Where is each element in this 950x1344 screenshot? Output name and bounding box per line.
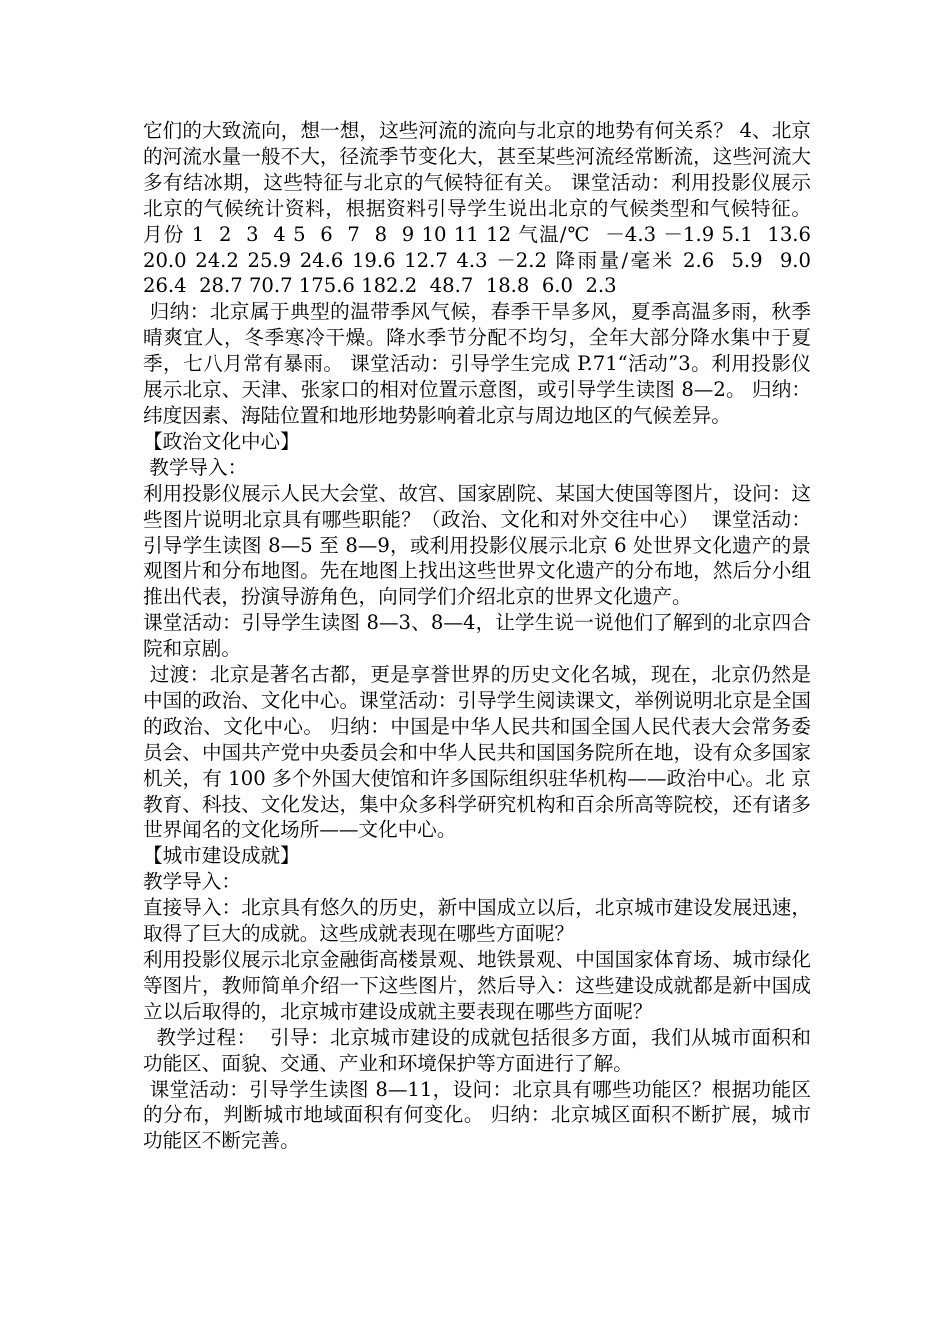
paragraph-teaching-process: 教学过程： 引导：北京城市建设的成就包括很多方面，我们从城市面积和功能区、面貌、交通、产业和环境保护等方面进行了解。 xyxy=(143,1025,811,1075)
paragraph-projector-intro: 利用投影仪展示北京金融街高楼景观、地铁景观、中国国家体育场、城市绿化等图片，教师简单介绍一下这些图片，然后导入：这些建设成就都是新中国成立以后取得的，北京城市建设成就主要表现在哪些方面呢？ xyxy=(143,948,811,1023)
paragraph-direct-intro: 直接导入：北京具有悠久的历史，新中国成立以后，北京城市建设发展迅速，取得了巨大的成就。这些成就表现在哪些方面呢？ xyxy=(143,896,811,946)
paragraph-lesson-intro-label-2: 教学导入： xyxy=(143,870,241,894)
paragraph-climate-summary: 归纳：北京属于典型的温带季风气候，春季干旱多风，夏季高温多雨，秋季晴爽宜人，冬季寒冷干燥。降水季节分配不均匀，全年大部分降水集中于夏季，七八月常有暴雨。 课堂活动：引导学生完成 P.71“活动”3。利用投影仪展示北京、天津、张家口的相对位置示意图，或引导学生读图 8—2。 归纳：纬度因素、海陆位置和地形地势影响着北京与周边地区的气候差异。 xyxy=(143,300,812,427)
section-heading-urban-construction: 【城市建设成就】 xyxy=(143,844,300,868)
paragraph-siheyuan-opera: 课堂活动：引导学生读图 8—3、8—4，让学生说一说他们了解到的北京四合院和京剧。 xyxy=(143,611,811,661)
paragraph-transition-summary: 过渡：北京是著名古都，更是享誉世界的历史文化名城，现在，北京仍然是中国的政治、文化中心。课堂活动：引导学生阅读课文，举例说明北京是全国的政治、文化中心。 归纳：中国是中华人民共和国全国人民代表大会常务委员会、中国共产党中央委员会和中华人民共和国国务院所在地，设有众多国家机关，有 100 多个外国大使馆和许多国际组织驻华机构——政治中心。北 京教育、科技、文化发达，集中众多科学研究机构和百余所高等院校，还有诸多世界闻名的文化场所——文化中心。 xyxy=(143,663,812,842)
paragraph-functional-zones: 课堂活动：引导学生读图 8—11，设问：北京具有哪些功能区？根据功能区的分布，判断城市地域面积有何变化。 归纳：北京城区面积不断扩展，城市功能区不断完善。 xyxy=(143,1077,811,1153)
paragraph-lesson-intro-label: 教学导入： xyxy=(143,455,248,479)
paragraph-political-functions: 利用投影仪展示人民大会堂、故宫、国家剧院、某国大使国等图片，设问：这些图片说明北京具有哪些职能？（政治、文化和对外交往中心） 课堂活动：引导学生读图 8—5 至 8—9，或利用投影仪展示北京 6 处世界文化遗产的景观图片和分布地图。先在地图上找出这些世界文化遗产的分布地，然后分小组推出代表，扮演导游角色，向同学们介绍北京的世界文化遗产。 xyxy=(143,481,811,609)
document-body xyxy=(143,118,824,1154)
paragraph-climate-data: 它们的大致流向，想一想，这些河流的流向与北京的地势有何关系？ 4、北京的河流水量一般不大，径流季节变化大，甚至某些河流经常断流，这些河流大多有结冰期，这些特征与北京的气候特征有关。 课堂活动：利用投影仪展示北京的气候统计资料，根据资料引导学生说出北京的气候类型和气候特征。 月份 1 2 3 4 5 6 7 8 9 10 11 12 气温/℃ －4.3 －1.9 5.1 13.6 20.0 24.2 25.9 24.6 19.6 12.7 4.3 －2.2 降雨量/毫米 2.6 5.9 9.0 26.4 28.7 70.7 175.6 182.2 48.7 18.8 6.0 2.3 xyxy=(143,119,824,298)
section-heading-political-cultural-center: 【政治文化中心】 xyxy=(143,429,300,453)
